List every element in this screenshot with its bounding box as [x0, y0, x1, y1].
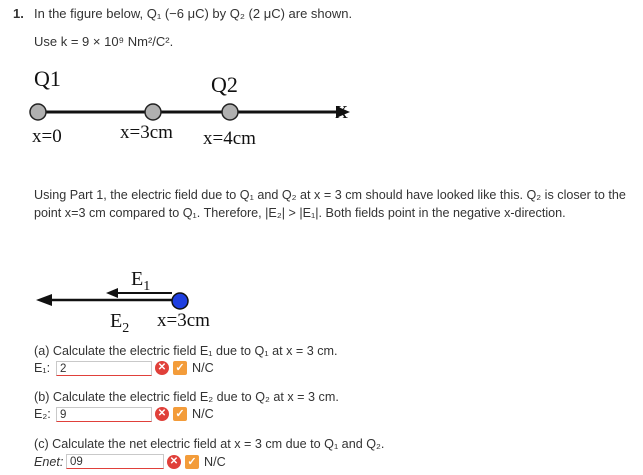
- charges-figure: [20, 60, 380, 160]
- part-a-label: E₁:: [34, 361, 51, 375]
- e2-label: $E_2$: [110, 310, 130, 336]
- e2-arrowhead: [36, 294, 52, 306]
- part-c-unit: N/C: [204, 455, 226, 469]
- question-intro: In the figure below, Q₁ (−6 μC) by Q₂ (2 μC) are shown.: [34, 6, 353, 21]
- part-b-text: (b) Calculate the electric field E₂ due to Q₂ at x = 3 cm.: [34, 390, 339, 404]
- x3-label: x=3cm: [120, 122, 173, 143]
- point-x3-charge: [172, 293, 188, 309]
- q1-label: Q1: [34, 66, 61, 91]
- part-b-label: E₂:: [34, 407, 51, 421]
- hint-check-icon[interactable]: ✓: [185, 455, 199, 469]
- charge-q1-dot: [30, 104, 46, 120]
- part-b-answer-input[interactable]: 9: [56, 407, 152, 422]
- point-x3-dot: [145, 104, 161, 120]
- explanation-paragraph: Using Part 1, the electric field due to Q₁ and Q₂ at x = 3 cm should have looked like this. Q₂ is closer to the point x=3 cm compared to Q₁. Therefore, |E₂| > |E₁|. Both fields point in the negative x-direction.: [34, 188, 626, 220]
- incorrect-icon: ✕: [155, 361, 169, 375]
- part-a-text: (a) Calculate the electric field E₁ due to Q₁ at x = 3 cm.: [34, 344, 338, 358]
- part-c-answer-input[interactable]: 09: [66, 454, 164, 469]
- x3-label-2: x=3cm: [157, 310, 210, 331]
- constant-note: Use k = 9 × 10⁹ Nm²/C².: [34, 34, 174, 49]
- e1-arrowhead: [106, 288, 118, 298]
- charge-q2-dot: [222, 104, 238, 120]
- question-number: 1.: [13, 6, 24, 21]
- x0-label: x=0: [32, 126, 62, 147]
- part-a-answer-input[interactable]: 2: [56, 361, 152, 376]
- part-a-unit: N/C: [192, 361, 214, 375]
- incorrect-icon: ✕: [167, 455, 181, 469]
- part-c-label: Enet:: [34, 455, 64, 469]
- e1-label: $E_1$: [131, 268, 151, 294]
- hint-check-icon[interactable]: ✓: [173, 361, 187, 375]
- hint-check-icon[interactable]: ✓: [173, 407, 187, 421]
- q2-label: Q2: [211, 72, 238, 97]
- part-c-text: (c) Calculate the net electric field at x = 3 cm due to Q₁ and Q₂.: [34, 437, 385, 451]
- x4-label: x=4cm: [203, 128, 256, 149]
- part-b-unit: N/C: [192, 407, 214, 421]
- x-axis-label: X: [335, 102, 348, 122]
- incorrect-icon: ✕: [155, 407, 169, 421]
